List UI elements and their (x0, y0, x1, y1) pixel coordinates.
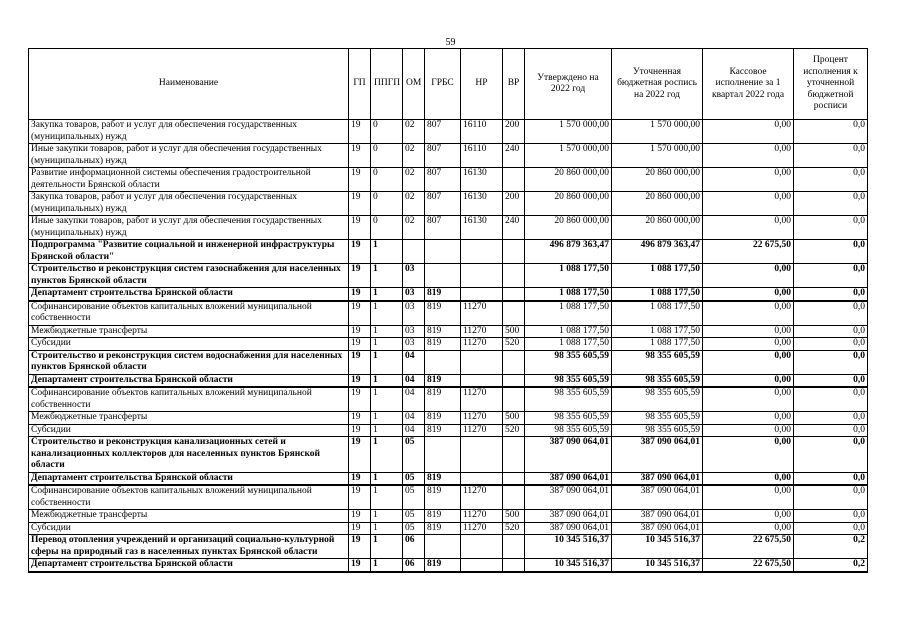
cell-name: Департамент строительства Брянской области (29, 472, 349, 485)
cell-cash: 0,00 (703, 168, 794, 192)
cell-approved: 1 570 000,00 (525, 120, 612, 144)
cell-grbs (425, 535, 461, 559)
cell-vr (503, 485, 525, 510)
cell-refined: 496 879 363,47 (612, 240, 703, 264)
cell-cash: 0,00 (703, 120, 794, 144)
cell-name: Строительство и реконструкция систем водоснабжения для населенных пунктов Брянской области (29, 350, 349, 374)
cell-ppgp: 1 (371, 510, 403, 523)
cell-refined: 10 345 516,37 (612, 535, 703, 559)
cell-ppgp: 1 (371, 374, 403, 387)
cell-name: Софинансирование объектов капитальных вложений муниципальной собственности (29, 485, 349, 510)
table-row (29, 338, 868, 351)
cell-name: Межбюджетные трансферты (29, 325, 349, 338)
cell-approved: 98 355 605,59 (525, 424, 612, 437)
cell-cash: 0,00 (703, 424, 794, 437)
table-row (29, 387, 868, 412)
cell-cash: 0,00 (703, 144, 794, 168)
cell-cash: 22 675,50 (703, 240, 794, 264)
cell-ppgp: 0 (371, 168, 403, 192)
cell-percent: 0,0 (794, 472, 868, 485)
cell-grbs: 819 (425, 559, 461, 572)
cell-np: 16130 (461, 168, 503, 192)
cell-vr (503, 350, 525, 374)
cell-name: Иные закупки товаров, работ и услуг для обеспечения государственных (муниципальных) нужд (29, 216, 349, 240)
cell-percent: 0,2 (794, 559, 868, 572)
cell-approved: 1 088 177,50 (525, 264, 612, 288)
cell-percent: 0,0 (794, 301, 868, 326)
cell-grbs (425, 350, 461, 374)
cell-name: Строительство и реконструкция канализационных сетей и канализационных коллекторов для населенных пунктов Брянской области (29, 437, 349, 473)
cell-cash: 0,00 (703, 301, 794, 326)
cell-approved: 1 088 177,50 (525, 325, 612, 338)
cell-ppgp: 1 (371, 350, 403, 374)
cell-cash: 0,00 (703, 510, 794, 523)
cell-percent: 0,0 (794, 338, 868, 351)
cell-vr (503, 472, 525, 485)
cell-grbs: 819 (425, 424, 461, 437)
table-row (29, 350, 868, 374)
table-row (29, 240, 868, 264)
table-row (29, 168, 868, 192)
cell-gp: 19 (349, 374, 371, 387)
cell-om: 03 (403, 301, 425, 326)
cell-name: Департамент строительства Брянской области (29, 559, 349, 572)
cell-gp: 19 (349, 240, 371, 264)
cell-ppgp: 1 (371, 424, 403, 437)
cell-approved: 1 088 177,50 (525, 301, 612, 326)
cell-np: 11270 (461, 485, 503, 510)
cell-om: 05 (403, 522, 425, 535)
cell-percent: 0,0 (794, 325, 868, 338)
cell-ppgp: 1 (371, 325, 403, 338)
cell-grbs: 819 (425, 301, 461, 326)
cell-refined: 1 570 000,00 (612, 120, 703, 144)
cell-gp: 19 (349, 168, 371, 192)
header-percent: Процент исполнения к уточненной бюджетной росписи (794, 49, 868, 120)
table-row (29, 374, 868, 387)
cell-approved: 387 090 064,01 (525, 510, 612, 523)
cell-ppgp: 0 (371, 144, 403, 168)
cell-name: Субсидии (29, 522, 349, 535)
header-approved: Утверждено на 2022 год (525, 49, 612, 120)
cell-om: 04 (403, 374, 425, 387)
cell-name: Перевод отопления учреждений и организаций социально-культурной сферы на природный газ в населенных пунктах Брянской области (29, 535, 349, 559)
cell-percent: 0,0 (794, 144, 868, 168)
cell-cash: 0,00 (703, 437, 794, 473)
cell-name: Субсидии (29, 424, 349, 437)
cell-gp: 19 (349, 510, 371, 523)
cell-refined: 387 090 064,01 (612, 472, 703, 485)
cell-ppgp: 1 (371, 240, 403, 264)
cell-ppgp: 1 (371, 338, 403, 351)
cell-np (461, 240, 503, 264)
cell-grbs: 819 (425, 485, 461, 510)
cell-ppgp: 1 (371, 522, 403, 535)
cell-refined: 1 088 177,50 (612, 338, 703, 351)
cell-refined: 1 088 177,50 (612, 264, 703, 288)
cell-om: 06 (403, 559, 425, 572)
cell-cash: 0,00 (703, 325, 794, 338)
table-row (29, 535, 868, 559)
cell-name: Департамент строительства Брянской области (29, 374, 349, 387)
cell-percent: 0,0 (794, 216, 868, 240)
cell-om: 02 (403, 120, 425, 144)
cell-ppgp: 1 (371, 387, 403, 412)
cell-refined: 98 355 605,59 (612, 387, 703, 412)
cell-refined: 98 355 605,59 (612, 412, 703, 425)
cell-refined: 1 570 000,00 (612, 144, 703, 168)
cell-refined: 1 088 177,50 (612, 301, 703, 326)
cell-cash: 22 675,50 (703, 535, 794, 559)
cell-vr: 520 (503, 338, 525, 351)
cell-np: 11270 (461, 325, 503, 338)
cell-ppgp: 1 (371, 559, 403, 572)
cell-percent: 0,0 (794, 522, 868, 535)
cell-grbs: 819 (425, 387, 461, 412)
cell-gp: 19 (349, 412, 371, 425)
cell-om: 05 (403, 472, 425, 485)
cell-om: 04 (403, 350, 425, 374)
cell-refined: 98 355 605,59 (612, 374, 703, 387)
cell-percent: 0,0 (794, 120, 868, 144)
table-row (29, 472, 868, 485)
cell-cash: 0,00 (703, 472, 794, 485)
cell-om: 05 (403, 510, 425, 523)
cell-vr: 520 (503, 424, 525, 437)
cell-gp: 19 (349, 216, 371, 240)
cell-om: 02 (403, 168, 425, 192)
cell-grbs: 819 (425, 288, 461, 301)
cell-np (461, 374, 503, 387)
cell-vr (503, 301, 525, 326)
cell-grbs: 807 (425, 144, 461, 168)
cell-vr (503, 288, 525, 301)
cell-gp: 19 (349, 144, 371, 168)
cell-vr: 520 (503, 522, 525, 535)
cell-om: 03 (403, 264, 425, 288)
cell-grbs (425, 437, 461, 473)
cell-gp: 19 (349, 288, 371, 301)
cell-approved: 1 088 177,50 (525, 288, 612, 301)
cell-cash: 0,00 (703, 264, 794, 288)
cell-name: Закупка товаров, работ и услуг для обеспечения государственных (муниципальных) нужд (29, 192, 349, 216)
table-row (29, 325, 868, 338)
page-number: 59 (445, 37, 456, 48)
cell-gp: 19 (349, 301, 371, 326)
cell-approved: 98 355 605,59 (525, 387, 612, 412)
cell-vr: 240 (503, 144, 525, 168)
table-row (29, 216, 868, 240)
cell-approved: 98 355 605,59 (525, 374, 612, 387)
cell-om: 05 (403, 437, 425, 473)
cell-percent: 0,0 (794, 192, 868, 216)
cell-refined: 10 345 516,37 (612, 559, 703, 572)
table-row (29, 559, 868, 572)
cell-name: Субсидии (29, 338, 349, 351)
cell-vr: 500 (503, 510, 525, 523)
cell-cash: 22 675,50 (703, 559, 794, 572)
cell-ppgp: 1 (371, 535, 403, 559)
cell-grbs (425, 264, 461, 288)
cell-percent: 0,0 (794, 510, 868, 523)
cell-percent: 0,0 (794, 437, 868, 473)
cell-np: 11270 (461, 301, 503, 326)
table-body (29, 120, 868, 572)
cell-gp: 19 (349, 192, 371, 216)
cell-gp: 19 (349, 350, 371, 374)
cell-refined: 20 860 000,00 (612, 168, 703, 192)
cell-om: 06 (403, 535, 425, 559)
cell-refined: 20 860 000,00 (612, 192, 703, 216)
table-row (29, 437, 868, 473)
table-row (29, 522, 868, 535)
cell-np (461, 264, 503, 288)
cell-np: 11270 (461, 338, 503, 351)
cell-name: Развитие информационной системы обеспечения градостроительной деятельности Брянской области (29, 168, 349, 192)
cell-refined: 387 090 064,01 (612, 485, 703, 510)
cell-approved: 387 090 064,01 (525, 472, 612, 485)
header-om: ОМ (403, 49, 425, 120)
cell-np: 11270 (461, 387, 503, 412)
cell-refined: 20 860 000,00 (612, 216, 703, 240)
cell-refined: 387 090 064,01 (612, 437, 703, 473)
cell-ppgp: 1 (371, 412, 403, 425)
cell-om: 02 (403, 144, 425, 168)
cell-om: 03 (403, 288, 425, 301)
header-vr: ВР (503, 49, 525, 120)
cell-refined: 1 088 177,50 (612, 288, 703, 301)
cell-name: Софинансирование объектов капитальных вложений муниципальной собственности (29, 301, 349, 326)
cell-grbs: 819 (425, 510, 461, 523)
cell-grbs: 819 (425, 412, 461, 425)
cell-vr (503, 264, 525, 288)
cell-percent: 0,0 (794, 264, 868, 288)
cell-approved: 98 355 605,59 (525, 350, 612, 374)
cell-refined: 387 090 064,01 (612, 510, 703, 523)
cell-percent: 0,0 (794, 424, 868, 437)
cell-percent: 0,0 (794, 374, 868, 387)
cell-np: 16130 (461, 216, 503, 240)
cell-om: 02 (403, 216, 425, 240)
cell-vr: 200 (503, 120, 525, 144)
cell-ppgp: 0 (371, 216, 403, 240)
header-np: НР (461, 49, 503, 120)
cell-approved: 387 090 064,01 (525, 485, 612, 510)
cell-name: Иные закупки товаров, работ и услуг для обеспечения государственных (муниципальных) нужд (29, 144, 349, 168)
cell-np (461, 535, 503, 559)
cell-grbs: 819 (425, 338, 461, 351)
cell-cash: 0,00 (703, 522, 794, 535)
table-row (29, 144, 868, 168)
cell-cash: 0,00 (703, 412, 794, 425)
cell-np: 11270 (461, 510, 503, 523)
table-row (29, 264, 868, 288)
cell-grbs: 807 (425, 192, 461, 216)
table-row (29, 510, 868, 523)
cell-np (461, 350, 503, 374)
cell-np: 11270 (461, 412, 503, 425)
cell-gp: 19 (349, 437, 371, 473)
cell-name: Департамент строительства Брянской области (29, 288, 349, 301)
cell-gp: 19 (349, 424, 371, 437)
cell-ppgp: 0 (371, 120, 403, 144)
cell-name: Межбюджетные трансферты (29, 510, 349, 523)
cell-approved: 387 090 064,01 (525, 522, 612, 535)
table-row (29, 485, 868, 510)
cell-ppgp: 1 (371, 301, 403, 326)
cell-om: 04 (403, 424, 425, 437)
budget-table (28, 48, 868, 573)
cell-approved: 1 570 000,00 (525, 144, 612, 168)
cell-om: 04 (403, 387, 425, 412)
cell-om: 03 (403, 338, 425, 351)
cell-om: 02 (403, 192, 425, 216)
cell-ppgp: 1 (371, 264, 403, 288)
cell-vr (503, 437, 525, 473)
cell-approved: 20 860 000,00 (525, 192, 612, 216)
cell-refined: 1 088 177,50 (612, 325, 703, 338)
cell-cash: 0,00 (703, 485, 794, 510)
cell-cash: 0,00 (703, 374, 794, 387)
cell-vr (503, 387, 525, 412)
cell-name: Софинансирование объектов капитальных вложений муниципальной собственности (29, 387, 349, 412)
cell-grbs: 819 (425, 325, 461, 338)
cell-np (461, 437, 503, 473)
cell-gp: 19 (349, 120, 371, 144)
cell-approved: 496 879 363,47 (525, 240, 612, 264)
cell-gp: 19 (349, 472, 371, 485)
cell-grbs: 819 (425, 522, 461, 535)
cell-cash: 0,00 (703, 288, 794, 301)
cell-ppgp: 1 (371, 472, 403, 485)
cell-gp: 19 (349, 522, 371, 535)
cell-vr: 240 (503, 216, 525, 240)
cell-np: 16110 (461, 120, 503, 144)
cell-np (461, 288, 503, 301)
cell-gp: 19 (349, 338, 371, 351)
cell-approved: 1 088 177,50 (525, 338, 612, 351)
cell-gp: 19 (349, 325, 371, 338)
cell-om: 04 (403, 412, 425, 425)
table-row (29, 192, 868, 216)
cell-gp: 19 (349, 535, 371, 559)
cell-approved: 20 860 000,00 (525, 168, 612, 192)
cell-approved: 10 345 516,37 (525, 559, 612, 572)
cell-refined: 98 355 605,59 (612, 350, 703, 374)
cell-vr (503, 168, 525, 192)
cell-percent: 0,2 (794, 535, 868, 559)
cell-percent: 0,0 (794, 288, 868, 301)
cell-percent: 0,0 (794, 387, 868, 412)
table-row (29, 120, 868, 144)
cell-om (403, 240, 425, 264)
cell-name: Строительство и реконструкция систем газоснабжения для населенных пунктов Брянской области (29, 264, 349, 288)
cell-grbs: 819 (425, 374, 461, 387)
cell-cash: 0,00 (703, 192, 794, 216)
cell-np: 11270 (461, 522, 503, 535)
table-row (29, 424, 868, 437)
cell-om: 03 (403, 325, 425, 338)
cell-ppgp: 1 (371, 437, 403, 473)
cell-grbs: 807 (425, 120, 461, 144)
cell-np (461, 472, 503, 485)
cell-cash: 0,00 (703, 387, 794, 412)
cell-approved: 20 860 000,00 (525, 216, 612, 240)
cell-vr: 500 (503, 412, 525, 425)
cell-om: 05 (403, 485, 425, 510)
cell-grbs: 819 (425, 472, 461, 485)
table-row (29, 412, 868, 425)
cell-vr (503, 240, 525, 264)
cell-np: 11270 (461, 424, 503, 437)
table-row (29, 301, 868, 326)
cell-np (461, 559, 503, 572)
cell-ppgp: 0 (371, 192, 403, 216)
cell-percent: 0,0 (794, 412, 868, 425)
cell-percent: 0,0 (794, 350, 868, 374)
cell-cash: 0,00 (703, 216, 794, 240)
cell-vr: 200 (503, 192, 525, 216)
cell-grbs: 807 (425, 168, 461, 192)
cell-percent: 0,0 (794, 485, 868, 510)
cell-name: Закупка товаров, работ и услуг для обеспечения государственных (муниципальных) нужд (29, 120, 349, 144)
cell-refined: 98 355 605,59 (612, 424, 703, 437)
cell-ppgp: 1 (371, 288, 403, 301)
cell-vr (503, 559, 525, 572)
cell-approved: 98 355 605,59 (525, 412, 612, 425)
header-ppgp: ППГП (371, 49, 403, 120)
cell-refined: 387 090 064,01 (612, 522, 703, 535)
cell-vr: 500 (503, 325, 525, 338)
cell-vr (503, 535, 525, 559)
header-gp: ГП (349, 49, 371, 120)
cell-percent: 0,0 (794, 240, 868, 264)
cell-gp: 19 (349, 387, 371, 412)
table-header (29, 49, 868, 120)
cell-gp: 19 (349, 485, 371, 510)
cell-percent: 0,0 (794, 168, 868, 192)
cell-grbs: 807 (425, 216, 461, 240)
header-grbs: ГРБС (425, 49, 461, 120)
cell-approved: 387 090 064,01 (525, 437, 612, 473)
cell-approved: 10 345 516,37 (525, 535, 612, 559)
header-refined: Уточненная бюджетная роспись на 2022 год (612, 49, 703, 120)
header-cash: Кассовое исполнение за 1 квартал 2022 года (703, 49, 794, 120)
cell-cash: 0,00 (703, 338, 794, 351)
cell-gp: 19 (349, 559, 371, 572)
header-name: Наименование (29, 49, 349, 120)
cell-vr (503, 374, 525, 387)
cell-name: Подпрограмма "Развитие социальной и инженерной инфраструктуры Брянской области" (29, 240, 349, 264)
cell-grbs (425, 240, 461, 264)
cell-np: 16130 (461, 192, 503, 216)
cell-name: Межбюджетные трансферты (29, 412, 349, 425)
cell-np: 16110 (461, 144, 503, 168)
cell-cash: 0,00 (703, 350, 794, 374)
cell-ppgp: 1 (371, 485, 403, 510)
cell-gp: 19 (349, 264, 371, 288)
table-row (29, 288, 868, 301)
